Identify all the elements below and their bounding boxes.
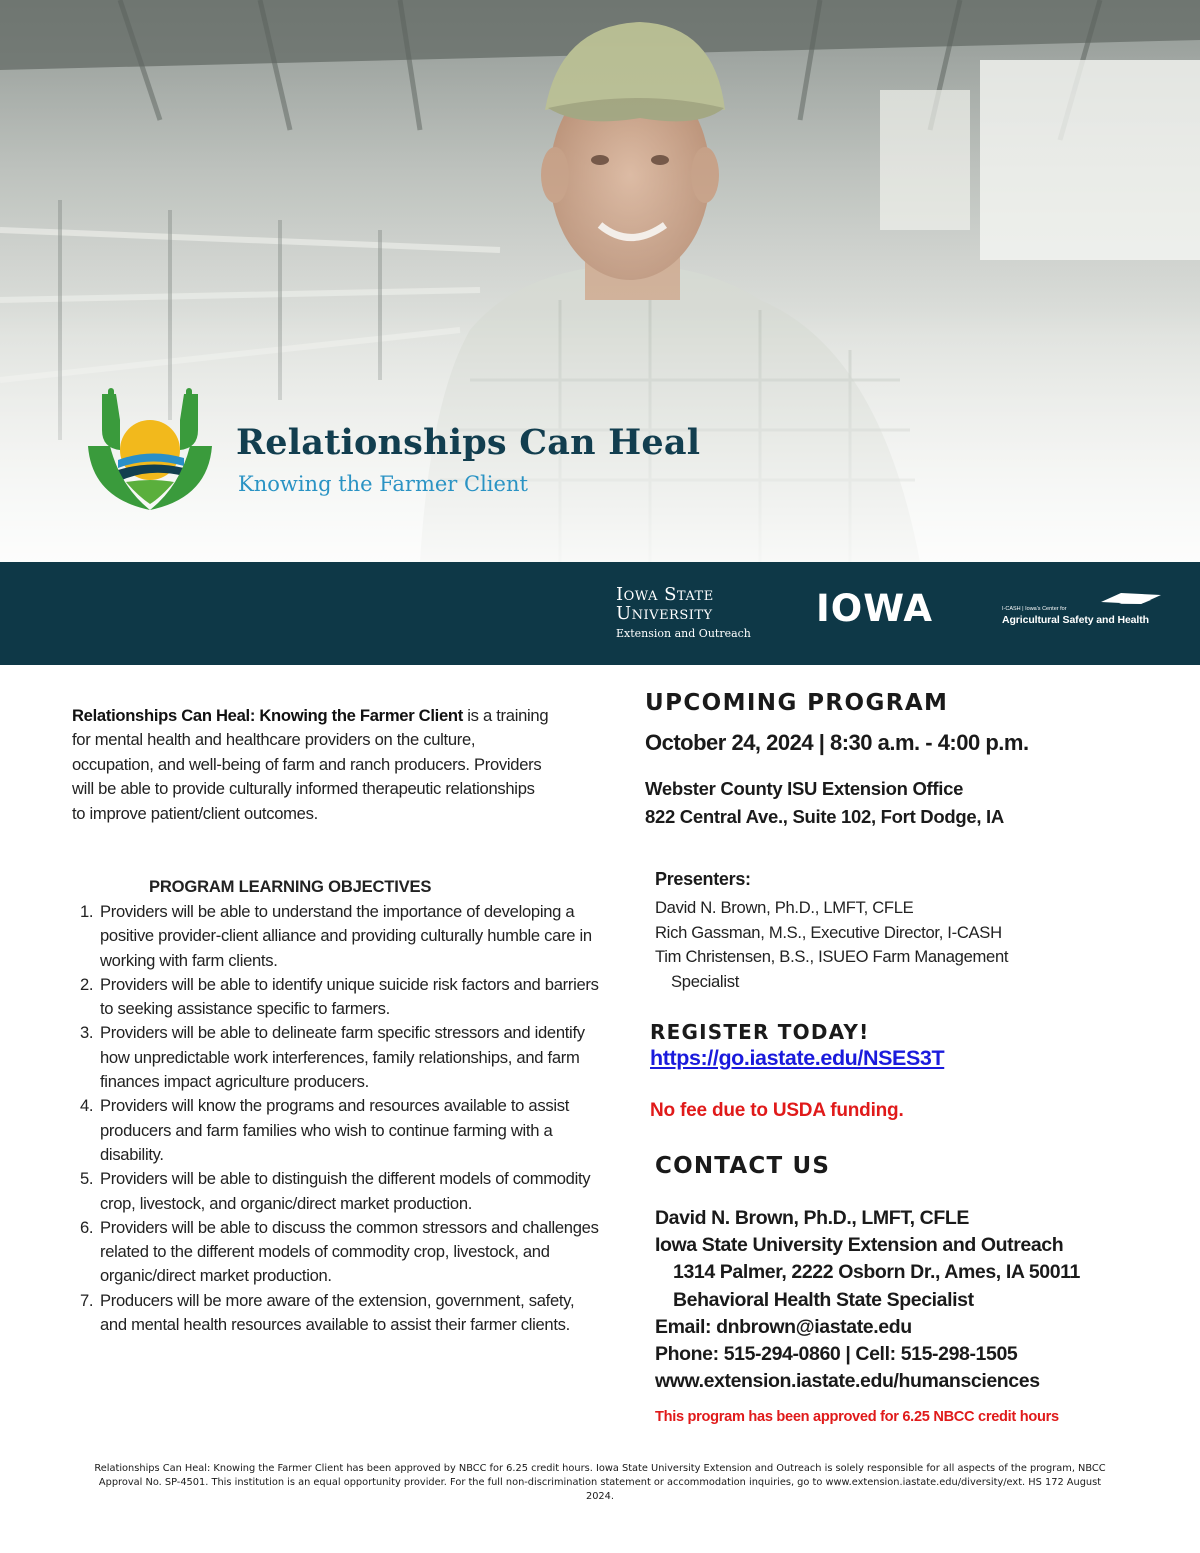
registration-link[interactable]: https://go.iastate.edu/NSES3T (650, 1046, 945, 1070)
objective-text: Providers will be able to delineate farm specific stressors and identify how unpredictable work interferences, family relationships, and farm finances impact agriculture producers. (100, 1023, 585, 1092)
presenter-line: Tim Christensen, B.S., ISUEO Farm Management (655, 947, 1009, 966)
footer-disclaimer: Relationships Can Heal: Knowing the Farmer Client has been approved by NBCC for 6.25 credit hours. Iowa State University Extension and Outreach is solely responsible for all aspects of the program, NBCC Approval No. SP-4501. This institution is an equal opportunity provider. For the full non-discrimination statement or accommodation inquiries, go to www.extension.iastate.edu/diversity/ext. HS 172 August 2024. (94, 1463, 1106, 1502)
objective-number: 4. (80, 1096, 94, 1116)
contact-role: Behavioral Health State Specialist (673, 1288, 974, 1311)
program-date: October 24, 2024 | 8:30 a.m. - 4:00 p.m. (645, 730, 1029, 755)
objective-item (80, 973, 600, 1022)
program-subtitle: Knowing the Farmer Client (238, 472, 528, 496)
objectives-list (80, 900, 600, 1337)
objective-number: 5. (80, 1169, 94, 1189)
presenters-list (655, 896, 1008, 994)
objective-item (80, 1167, 600, 1216)
presenter-line: Specialist (671, 971, 740, 991)
nbcc-credit-notice: This program has been approved for 6.25 NBCC credit hours (655, 1409, 1059, 1425)
objective-text: Providers will be able to distinguish the different models of commodity crop, livestock, and organic/direct market production. (100, 1169, 591, 1213)
contact-name: David N. Brown, Ph.D., LMFT, CFLE (655, 1207, 969, 1229)
icash-logo (1001, 594, 1171, 638)
objective-number: 6. (80, 1217, 94, 1237)
objective-item (80, 1021, 600, 1094)
objective-text: Providers will be able to identify unique suicide risk factors and barriers to seeking assistance specific to farmers. (100, 974, 599, 1019)
presenter-line: Rich Gassman, M.S., Executive Director, I-CASH (655, 922, 1002, 942)
contact-phone: Phone: 515-294-0860 | Cell: 515-298-1505 (655, 1343, 1018, 1366)
iowa-logo: IOWA (816, 587, 934, 630)
icash-field-icon (1001, 592, 1171, 606)
contact-block (655, 1205, 1080, 1395)
objective-number: 1. (80, 902, 94, 921)
objectives-heading: PROGRAM LEARNING OBJECTIVES (149, 877, 432, 896)
presenter-line: David N. Brown, Ph.D., LMFT, CFLE (655, 898, 914, 917)
contact-website[interactable]: www.extension.iastate.edu/humansciences (655, 1370, 1040, 1393)
isu-line1: Iowa State (616, 584, 714, 605)
objective-item (80, 1289, 600, 1338)
description-lead: Relationships Can Heal: Knowing the Farmer Client (72, 706, 463, 725)
program-venue: Webster County ISU Extension Office (645, 778, 964, 799)
hero-photo (0, 0, 1200, 562)
icash-name: Agricultural Safety and Health (1002, 614, 1149, 626)
objective-number: 7. (80, 1290, 94, 1310)
contact-heading: CONTACT US (655, 1153, 831, 1179)
objective-item (80, 900, 600, 973)
upcoming-program-heading: UPCOMING PROGRAM (645, 690, 949, 716)
isu-line3: Extension and Outreach (616, 627, 751, 640)
objective-text: Providers will be able to discuss the common stressors and challenges related to the different models of commodity crop, livestock, and organic/direct market production. (100, 1217, 599, 1286)
contact-email[interactable]: Email: dnbrown@iastate.edu (655, 1315, 912, 1338)
sponsor-banner (0, 562, 1200, 665)
hands-sun-logo-icon (80, 386, 220, 516)
no-fee-notice: No fee due to USDA funding. (650, 1100, 904, 1121)
contact-org: Iowa State University Extension and Outreach (655, 1234, 1064, 1257)
objective-text: Providers will know the programs and resources available to assist producers and farm families who wish to continue farming with a disability. (100, 1096, 570, 1164)
contact-address: 1314 Palmer, 2222 Osborn Dr., Ames, IA 50011 (673, 1261, 1080, 1284)
isu-line2: University (616, 603, 713, 624)
program-brand (80, 386, 760, 516)
objective-item (80, 1094, 600, 1167)
objective-item (80, 1216, 600, 1289)
icash-tagline: I-CASH | Iowa's Center for (1002, 606, 1067, 612)
presenters-heading: Presenters: (655, 869, 751, 889)
objective-number: 2. (80, 974, 94, 994)
program-title: Relationships Can Heal (236, 422, 701, 463)
program-description (72, 704, 552, 826)
objective-text: Providers will be able to understand the importance of developing a positive provider-client alliance and providing culturally humble care in working with farm clients. (100, 902, 592, 970)
isu-logo (616, 586, 751, 639)
description-text: is a training for mental health and healthcare providers on the culture, occupation, and well-being of farm and ranch producers. Providers will be able to provide culturally informed therapeutic relationships to improve patient/client outcomes. (72, 706, 549, 823)
program-address: 822 Central Ave., Suite 102, Fort Dodge, IA (645, 806, 1004, 827)
register-heading: REGISTER TODAY! (650, 1020, 870, 1044)
objective-number: 3. (80, 1023, 94, 1043)
objective-text: Producers will be more aware of the extension, government, safety, and mental health resources available to assist their farmer clients. (100, 1290, 575, 1335)
